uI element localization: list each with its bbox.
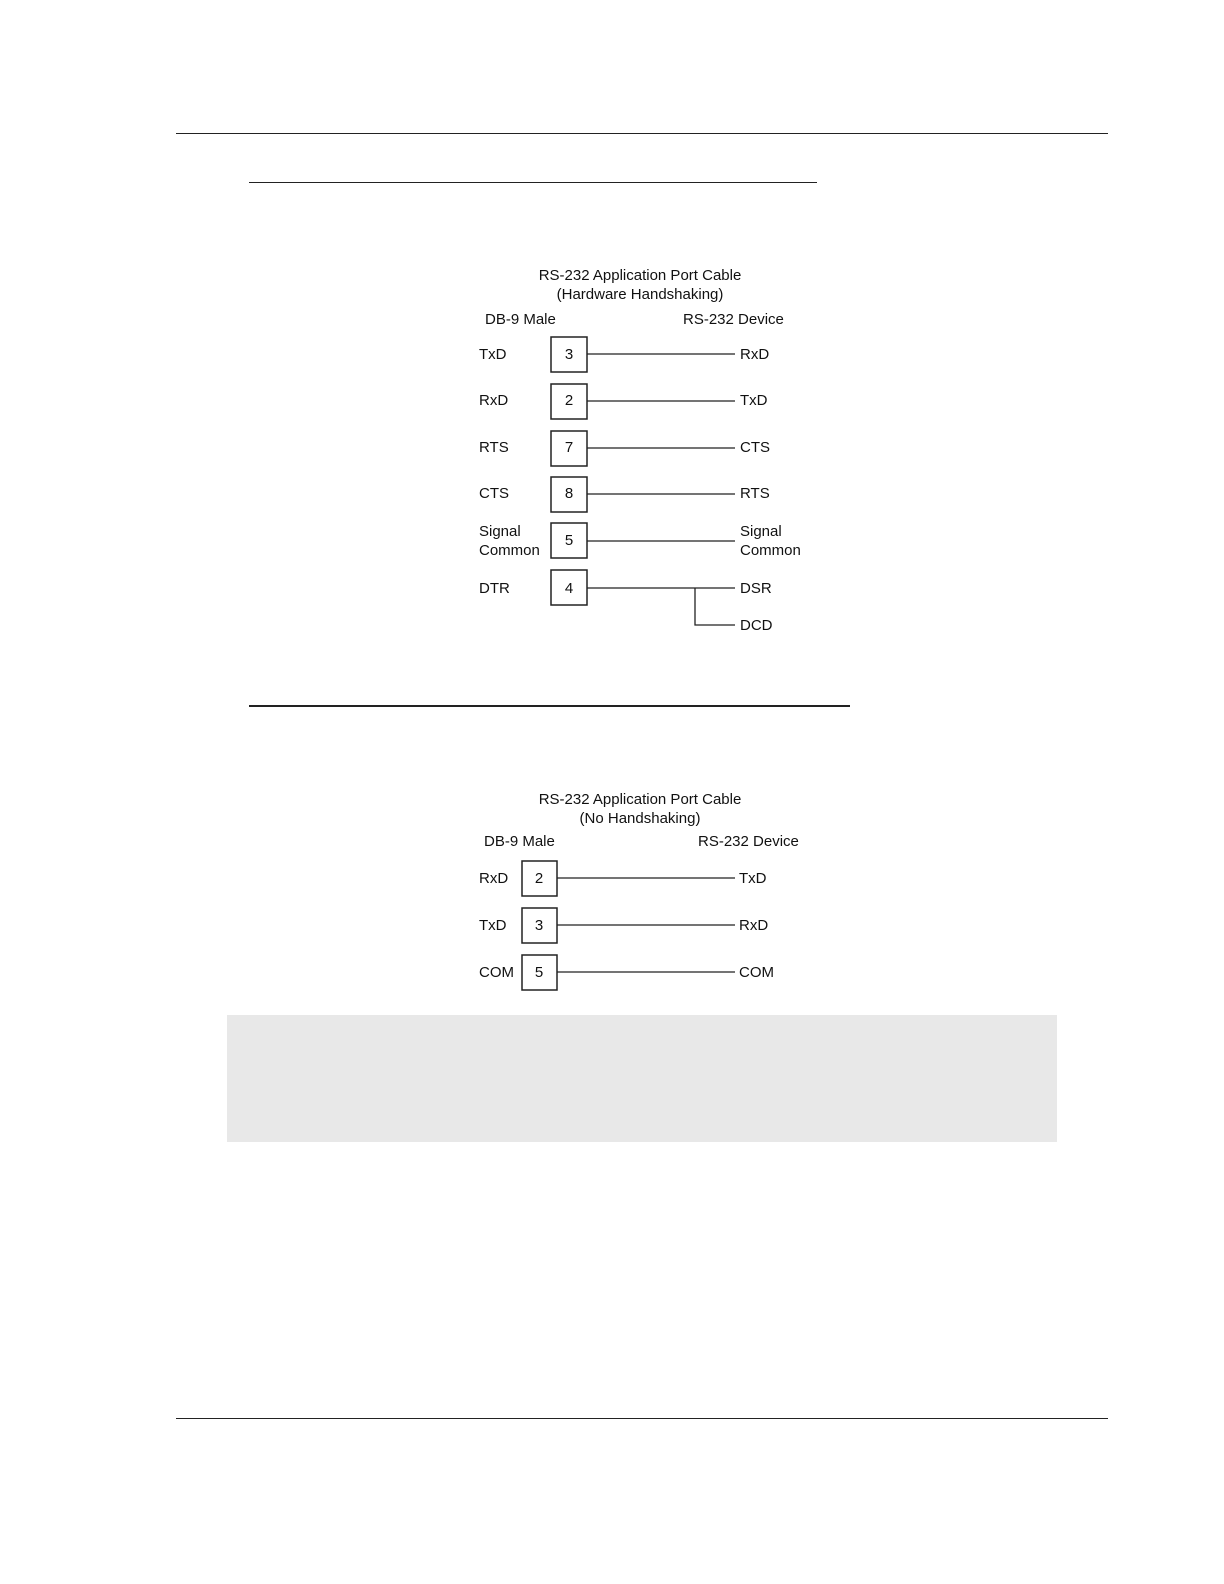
left-signal-label: TxD	[479, 346, 507, 363]
left-header: DB-9 Male	[485, 311, 556, 328]
pin-row	[479, 477, 770, 512]
pin-number: 2	[534, 870, 544, 887]
pin-number: 7	[564, 439, 574, 456]
left-header: DB-9 Male	[484, 833, 555, 850]
branch-signal-label: DCD	[740, 617, 773, 634]
left-signal-label: TxD	[479, 917, 507, 934]
pin-number: 5	[534, 964, 544, 981]
pin-row	[479, 955, 774, 990]
branch-wire	[695, 588, 735, 625]
left-signal-label: RxD	[479, 870, 509, 887]
footer-rule	[176, 1418, 1108, 1419]
right-signal-label: TxD	[739, 870, 767, 887]
pin-number: 4	[564, 580, 574, 597]
section-rule-no-handshaking	[249, 705, 850, 707]
hardware-handshaking-diagram	[470, 260, 830, 640]
right-signal-label: RxD	[739, 917, 769, 934]
pin-number: 8	[564, 485, 574, 502]
right-header: RS-232 Device	[683, 311, 784, 328]
right-signal-label: DSR	[740, 580, 772, 597]
left-signal-label: Signal	[479, 523, 521, 540]
header-rule	[176, 133, 1108, 134]
right-signal-label: Common	[740, 542, 801, 559]
section-rule-hardware	[249, 182, 817, 183]
pin-number: 5	[564, 532, 574, 549]
pin-number: 2	[564, 392, 574, 409]
right-signal-label: RxD	[740, 346, 770, 363]
right-signal-label: TxD	[740, 392, 768, 409]
left-signal-label: Common	[479, 542, 540, 559]
pin-row	[479, 523, 801, 559]
left-signal-label: RxD	[479, 392, 509, 409]
left-signal-label: RTS	[479, 439, 509, 456]
pin-number: 3	[534, 917, 544, 934]
right-header: RS-232 Device	[698, 833, 799, 850]
pin-row	[479, 908, 768, 943]
no-handshaking-diagram	[470, 785, 830, 1000]
pin-number: 3	[564, 346, 574, 363]
right-signal-label: CTS	[740, 439, 770, 456]
right-signal-label: RTS	[740, 485, 770, 502]
pin-row	[479, 384, 768, 419]
diagram-subtitle: (No Handshaking)	[579, 810, 701, 827]
left-signal-label: COM	[479, 964, 514, 981]
left-signal-label: DTR	[479, 580, 510, 597]
pin-row	[479, 431, 770, 466]
pin-row	[479, 570, 773, 634]
diagram-title: RS-232 Application Port Cable	[538, 791, 742, 808]
diagram-subtitle: (Hardware Handshaking)	[556, 286, 724, 303]
left-signal-label: CTS	[479, 485, 509, 502]
diagram-title: RS-232 Application Port Cable	[538, 267, 742, 284]
pin-row	[479, 861, 767, 896]
right-signal-label: COM	[739, 964, 774, 981]
note-box	[227, 1015, 1057, 1142]
right-signal-label: Signal	[740, 523, 782, 540]
pin-row	[479, 337, 769, 372]
